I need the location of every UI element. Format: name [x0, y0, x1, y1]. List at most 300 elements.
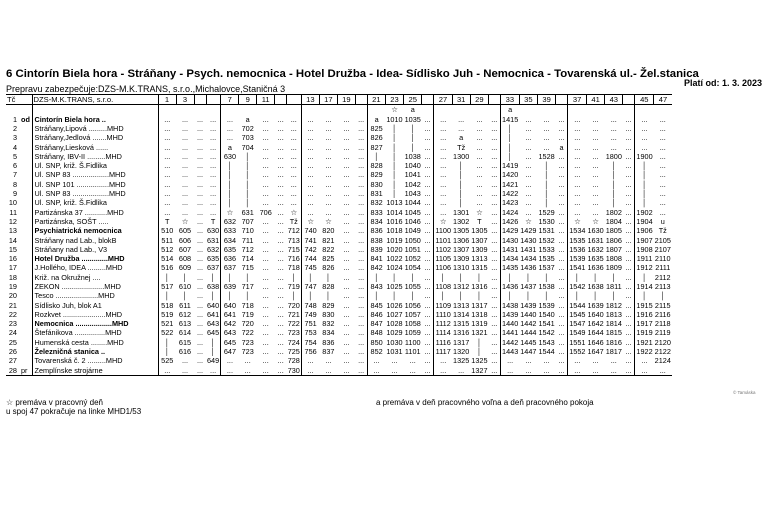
departure-time: ...	[358, 114, 365, 124]
row-code	[19, 133, 32, 142]
departure-time: ...	[592, 133, 599, 143]
departure-time: 1441	[502, 328, 519, 338]
stop-name: Ul. SNP 83 ..................MHD	[34, 189, 126, 199]
departure-time: ...	[568, 133, 587, 142]
trip-header: 17	[319, 95, 337, 105]
departure-time: 1908	[636, 244, 653, 254]
departure-time: ...	[290, 179, 297, 189]
trip-header: 39	[537, 95, 555, 105]
departure-time: ...	[424, 216, 431, 226]
departure-time: 1050	[404, 235, 421, 245]
departure-time: ...	[196, 216, 204, 226]
departure-time: 1042	[404, 179, 421, 189]
departure-time: ...	[158, 366, 176, 376]
departure-time: │	[392, 142, 397, 152]
departure-time: │	[544, 170, 549, 180]
departure-time: 1109	[435, 300, 452, 310]
departure-time: ...	[424, 226, 431, 236]
departure-time: ...	[343, 216, 350, 226]
operator-info: Prepravu zabezpečuje:DZS-M.K.TRANS, s.r.o.,Michalovce,Staničná 3	[6, 84, 286, 94]
departure-time: ...	[558, 347, 565, 357]
departure-time: ...	[343, 161, 350, 171]
departure-time: ...	[358, 142, 365, 152]
departure-time: 1900	[636, 151, 653, 161]
departure-time: ...	[491, 328, 498, 338]
header-carrier: DZS-M.K.TRANS, s.r.o.	[32, 95, 158, 105]
stop-name: Cintorín Biela hora ..	[34, 114, 106, 124]
departure-time: 1052	[404, 254, 421, 264]
departure-time: ...	[290, 189, 297, 199]
departure-time: 719	[287, 281, 300, 291]
departure-time: 829	[367, 170, 385, 179]
departure-time: │	[458, 170, 464, 180]
departure-time: 1301	[453, 207, 470, 217]
departure-time: ...	[277, 281, 284, 291]
departure-time: ...	[434, 180, 452, 189]
departure-time: ...	[568, 180, 587, 189]
departure-time: 1639	[587, 300, 604, 310]
departure-time: 645	[207, 328, 220, 338]
departure-time: ...	[277, 123, 284, 133]
row-number	[6, 105, 19, 115]
departure-time: 1421	[502, 179, 519, 189]
departure-time: ☆	[434, 217, 452, 226]
departure-time: ...	[476, 142, 483, 152]
departure-time: 831	[367, 189, 385, 198]
departure-time: 1419	[502, 161, 519, 171]
departure-time: 1019	[386, 235, 403, 245]
departure-time: 641	[221, 310, 239, 319]
departure-time: │	[410, 123, 415, 133]
departure-time: ...	[196, 189, 204, 199]
departure-time: 1058	[404, 319, 421, 329]
departure-time: │	[501, 273, 520, 282]
departure-time: ...	[277, 254, 284, 264]
row-number: 9	[12, 189, 17, 199]
departure-time: │	[392, 161, 397, 171]
departure-time: 1108	[435, 281, 452, 291]
departure-time: │	[221, 161, 239, 170]
departure-time: ...	[623, 366, 635, 376]
departure-time: ...	[290, 123, 297, 133]
departure-time: 1013	[386, 198, 403, 208]
departure-time: 1423	[502, 198, 519, 208]
departure-time: │	[245, 198, 250, 208]
departure-time: ...	[558, 216, 565, 226]
departure-time: ...	[343, 254, 350, 264]
departure-time: │	[544, 179, 549, 189]
departure-time: ...	[424, 198, 431, 208]
row-number: 13	[8, 226, 17, 236]
departure-time: │	[245, 151, 250, 161]
departure-time: 1911	[636, 254, 653, 264]
row-code	[19, 245, 32, 254]
departure-time: 821	[322, 235, 335, 245]
departure-time: 1302	[453, 216, 470, 226]
departure-time: ...	[262, 244, 269, 254]
departure-time: 846	[367, 310, 385, 319]
departure-time: ...	[210, 161, 217, 171]
departure-time: ...	[262, 309, 269, 319]
departure-time: ...	[610, 123, 617, 133]
table-row	[6, 347, 672, 356]
departure-time	[568, 105, 587, 115]
departure-time: 703	[241, 133, 254, 143]
table-row	[6, 189, 672, 198]
departure-time: 704	[241, 142, 254, 152]
departure-time: ...	[196, 142, 204, 152]
departure-time: │	[568, 273, 587, 282]
departure-time: ...	[343, 226, 350, 236]
row-code: od	[19, 115, 32, 124]
departure-time: ...	[424, 235, 431, 245]
departure-time: │	[501, 291, 520, 300]
departure-time: 1436	[520, 263, 537, 273]
row-code	[19, 273, 32, 282]
departure-time: ...	[525, 356, 532, 366]
departure-time: 1544	[569, 300, 586, 310]
departure-time: ...	[558, 235, 565, 245]
trip-header	[623, 95, 635, 105]
departure-time: ...	[196, 291, 204, 301]
departure-time: ...	[262, 281, 269, 291]
departure-time: 1018	[386, 226, 403, 236]
departure-time: 1027	[386, 309, 403, 319]
departure-time: ...	[277, 347, 284, 357]
departure-time: 637	[207, 263, 220, 273]
departure-time: ...	[635, 124, 654, 133]
table-row	[6, 273, 672, 282]
departure-time: │	[635, 291, 654, 300]
departure-time: ...	[424, 300, 431, 310]
stop-name: Partizánska, SOŠT .....	[34, 216, 109, 226]
departure-time: 2110	[654, 254, 671, 264]
departure-time	[434, 105, 452, 115]
departure-time: │	[410, 272, 415, 282]
departure-time: 1542	[569, 281, 586, 291]
departure-time: a	[367, 115, 385, 124]
departure-time: ...	[491, 161, 498, 171]
departure-time: ...	[262, 337, 269, 347]
departure-time: ...	[196, 356, 204, 366]
table-row	[6, 254, 672, 263]
departure-time: 1647	[587, 347, 604, 357]
departure-time: 836	[367, 226, 385, 235]
departure-time: │	[158, 338, 176, 347]
departure-time: ...	[358, 254, 365, 264]
departure-time: ...	[404, 366, 422, 376]
trip-header: 19	[337, 95, 355, 105]
departure-time: ...	[625, 226, 632, 236]
stop-name: Hotel Družba .............MHD	[34, 254, 125, 264]
departure-time: ...	[610, 142, 617, 152]
departure-time	[206, 105, 221, 115]
departure-time: ...	[501, 366, 520, 376]
departure-time: ...	[385, 366, 403, 376]
departure-time: ...	[277, 207, 284, 217]
departure-time: ...	[196, 337, 204, 347]
departure-time: 1802	[605, 207, 622, 217]
departure-time: │	[221, 273, 239, 282]
row-code	[19, 319, 32, 328]
departure-time: 1536	[569, 244, 586, 254]
departure-time: ...	[659, 151, 666, 161]
departure-time: 1424	[502, 207, 519, 217]
departure-time: ...	[625, 263, 632, 273]
departure-time: ...	[343, 300, 350, 310]
departure-time: 2119	[654, 328, 671, 338]
departure-time: ...	[262, 272, 269, 282]
departure-time: 1922	[636, 347, 653, 357]
stop-name: Humenská cesta ........MHD	[34, 337, 124, 347]
departure-time: 1817	[605, 347, 622, 357]
departure-time: ...	[424, 161, 431, 171]
row-code	[19, 235, 32, 244]
departure-time: 1436	[502, 281, 519, 291]
table-row	[6, 133, 672, 142]
departure-time: 1811	[605, 281, 622, 291]
departure-time: ...	[610, 356, 617, 366]
row-number: 14	[8, 235, 17, 245]
row-code	[19, 124, 32, 133]
departure-time	[158, 105, 176, 115]
departure-time: │	[458, 189, 464, 199]
departure-time: ...	[206, 366, 221, 376]
departure-time: │	[458, 272, 464, 282]
departure-time: ...	[491, 309, 498, 319]
trip-header	[206, 95, 221, 105]
departure-time: │	[477, 272, 482, 282]
table-row	[6, 180, 672, 189]
departure-time: ...	[659, 207, 666, 217]
departure-time: 1445	[520, 337, 537, 347]
departure-time: ...	[277, 235, 284, 245]
departure-time: 827	[367, 142, 385, 151]
departure-time: ...	[277, 328, 284, 338]
departure-time: │	[392, 170, 397, 180]
departure-time: 1046	[404, 216, 421, 226]
stop-name: Ul. SNP 83 ..................MHD	[34, 170, 126, 180]
departure-time: 1431	[520, 244, 537, 254]
departure-time: 2122	[654, 347, 671, 357]
departure-time: ☆	[568, 217, 587, 226]
departure-time: ...	[424, 347, 431, 357]
departure-time: │	[593, 291, 598, 301]
departure-time: │	[635, 180, 654, 189]
departure-time: ...	[301, 366, 319, 376]
row-code	[19, 142, 32, 151]
departure-time: 720	[241, 319, 254, 329]
departure-time: 1101	[404, 347, 421, 357]
departure-time: 730	[287, 365, 300, 375]
stop-name: Sídlisko Juh, blok A1	[34, 300, 102, 310]
row-code	[19, 291, 32, 300]
departure-time	[556, 105, 568, 115]
departure-time: ...	[343, 151, 350, 161]
departure-time: ...	[625, 114, 632, 124]
departure-time: 1535	[569, 235, 586, 245]
departure-time: 1551	[569, 337, 586, 347]
departure-time: 519	[158, 310, 176, 319]
departure-time: 1632	[587, 244, 604, 254]
departure-time: 749	[301, 310, 319, 319]
departure-time: 1541	[569, 263, 586, 273]
departure-time: 1443	[502, 347, 519, 357]
departure-time: 1917	[636, 319, 653, 329]
departure-time: 1110	[435, 309, 451, 319]
departure-time: ...	[434, 115, 452, 124]
departure-time: ...	[343, 244, 350, 254]
valid-from: Platí od: 1. 3. 2023	[683, 78, 762, 88]
departure-time: ...	[301, 208, 319, 217]
departure-time: 1439	[502, 309, 519, 319]
departure-time: ...	[290, 151, 297, 161]
row-number: 3	[12, 133, 17, 143]
departure-time: ...	[210, 133, 217, 143]
departure-time: ...	[196, 133, 204, 143]
departure-time: ...	[625, 281, 632, 291]
departure-time: ...	[181, 142, 189, 152]
departure-time: 1106	[435, 263, 452, 273]
departure-time: ...	[501, 356, 520, 365]
departure-time: ...	[568, 198, 587, 207]
departure-time: 1044	[404, 198, 421, 208]
table-row	[6, 263, 672, 272]
departure-time: 1305	[453, 226, 470, 236]
departure-time: 609	[178, 263, 192, 273]
departure-time: ...	[301, 124, 319, 133]
departure-time: 1541	[538, 319, 555, 329]
departure-time: 1806	[605, 235, 622, 245]
departure-time: ...	[358, 309, 365, 319]
departure-time: ...	[158, 170, 176, 179]
departure-time: ...	[558, 161, 565, 171]
departure-time: ...	[625, 142, 632, 152]
timetable	[6, 94, 672, 376]
departure-time: ...	[325, 198, 332, 208]
departure-time: ...	[196, 114, 204, 124]
departure-time: ...	[476, 123, 483, 133]
departure-time: ...	[343, 319, 350, 329]
departure-time: 613	[178, 319, 192, 329]
table-row	[6, 198, 672, 207]
departure-time: ...	[358, 189, 365, 199]
row-code	[19, 226, 32, 235]
departure-time: │	[635, 189, 654, 198]
departure-time: │	[611, 272, 617, 282]
departure-time: 630	[207, 226, 220, 236]
departure-time: 1638	[587, 281, 604, 291]
departure-time: 830	[367, 180, 385, 189]
departure-time: ...	[491, 151, 498, 161]
departure-time: ...	[262, 356, 269, 366]
departure-time: ...	[434, 152, 452, 161]
table-row	[6, 170, 672, 179]
stop-name: Ul. SNP, križ. Š.Fidlika	[34, 161, 107, 171]
stop-name: Tovarenská č. 2 .........MHD	[34, 356, 123, 366]
departure-time: ...	[343, 337, 350, 347]
departure-time: ...	[277, 300, 284, 310]
departure-time: ...	[625, 133, 632, 143]
trip-header: 21	[367, 95, 385, 105]
departure-time: 1549	[569, 328, 586, 338]
trip-header	[556, 95, 568, 105]
stop-name: Štefánikova ...............MHD	[34, 328, 122, 338]
departure-time: 611	[179, 300, 191, 310]
departure-time: │	[544, 198, 549, 208]
departure-time: ...	[301, 152, 319, 161]
departure-time: ...	[358, 198, 365, 208]
departure-time: 605	[178, 226, 192, 236]
departure-time: ...	[277, 114, 284, 124]
departure-time: 608	[178, 254, 192, 264]
departure-time: ...	[262, 216, 269, 226]
stop-name	[32, 105, 158, 115]
departure-time: ...	[221, 124, 239, 133]
departure-time: ...	[277, 244, 284, 254]
departure-time: 745	[301, 263, 319, 272]
departure-time: 1805	[605, 226, 622, 236]
departure-time	[319, 105, 337, 115]
trip-header	[355, 95, 367, 105]
departure-time: 1429	[520, 226, 537, 236]
row-number: 25	[8, 337, 17, 347]
departure-time: │	[245, 189, 250, 199]
departure-time: ...	[210, 123, 217, 133]
departure-time: │	[477, 337, 482, 347]
departure-time: 610	[178, 281, 192, 291]
departure-time: 702	[241, 123, 254, 133]
departure-time: ...	[301, 142, 319, 151]
departure-time: ...	[158, 208, 176, 217]
departure-time: 1919	[636, 328, 653, 338]
departure-time: 1307	[471, 235, 488, 245]
departure-time: 833	[367, 208, 385, 217]
departure-time: 718	[241, 300, 254, 310]
departure-time: ...	[659, 170, 666, 180]
departure-time: ...	[568, 142, 587, 151]
departure-time: │	[635, 273, 654, 282]
departure-time: ...	[424, 114, 431, 124]
table-row	[6, 291, 672, 300]
departure-time: ...	[358, 328, 365, 338]
departure-time: ...	[196, 309, 204, 319]
row-number: 1	[12, 114, 17, 124]
row-code	[19, 189, 32, 198]
departure-time: ...	[625, 272, 632, 282]
departure-time: 1040	[404, 161, 421, 171]
departure-time: 1800	[605, 151, 622, 161]
departure-time: 1531	[538, 226, 555, 236]
trip-header: 33	[501, 95, 520, 105]
departure-time: ...	[635, 356, 654, 365]
row-code	[19, 152, 32, 161]
departure-time: 517	[158, 282, 176, 291]
departure-time: ...	[525, 133, 532, 143]
departure-time	[623, 105, 635, 115]
departure-time: ...	[210, 142, 217, 152]
stop-name: Ul. SNP 101 ................MHD	[34, 179, 126, 189]
departure-time: ...	[301, 198, 319, 207]
departure-time: ...	[491, 272, 498, 282]
row-code: pr	[19, 366, 32, 376]
departure-time: ...	[558, 179, 565, 189]
departure-time: ☆	[525, 216, 532, 226]
departure-time: 2105	[654, 235, 671, 245]
departure-time: 1038	[404, 151, 421, 161]
departure-time: ...	[558, 263, 565, 273]
departure-time	[452, 105, 470, 115]
